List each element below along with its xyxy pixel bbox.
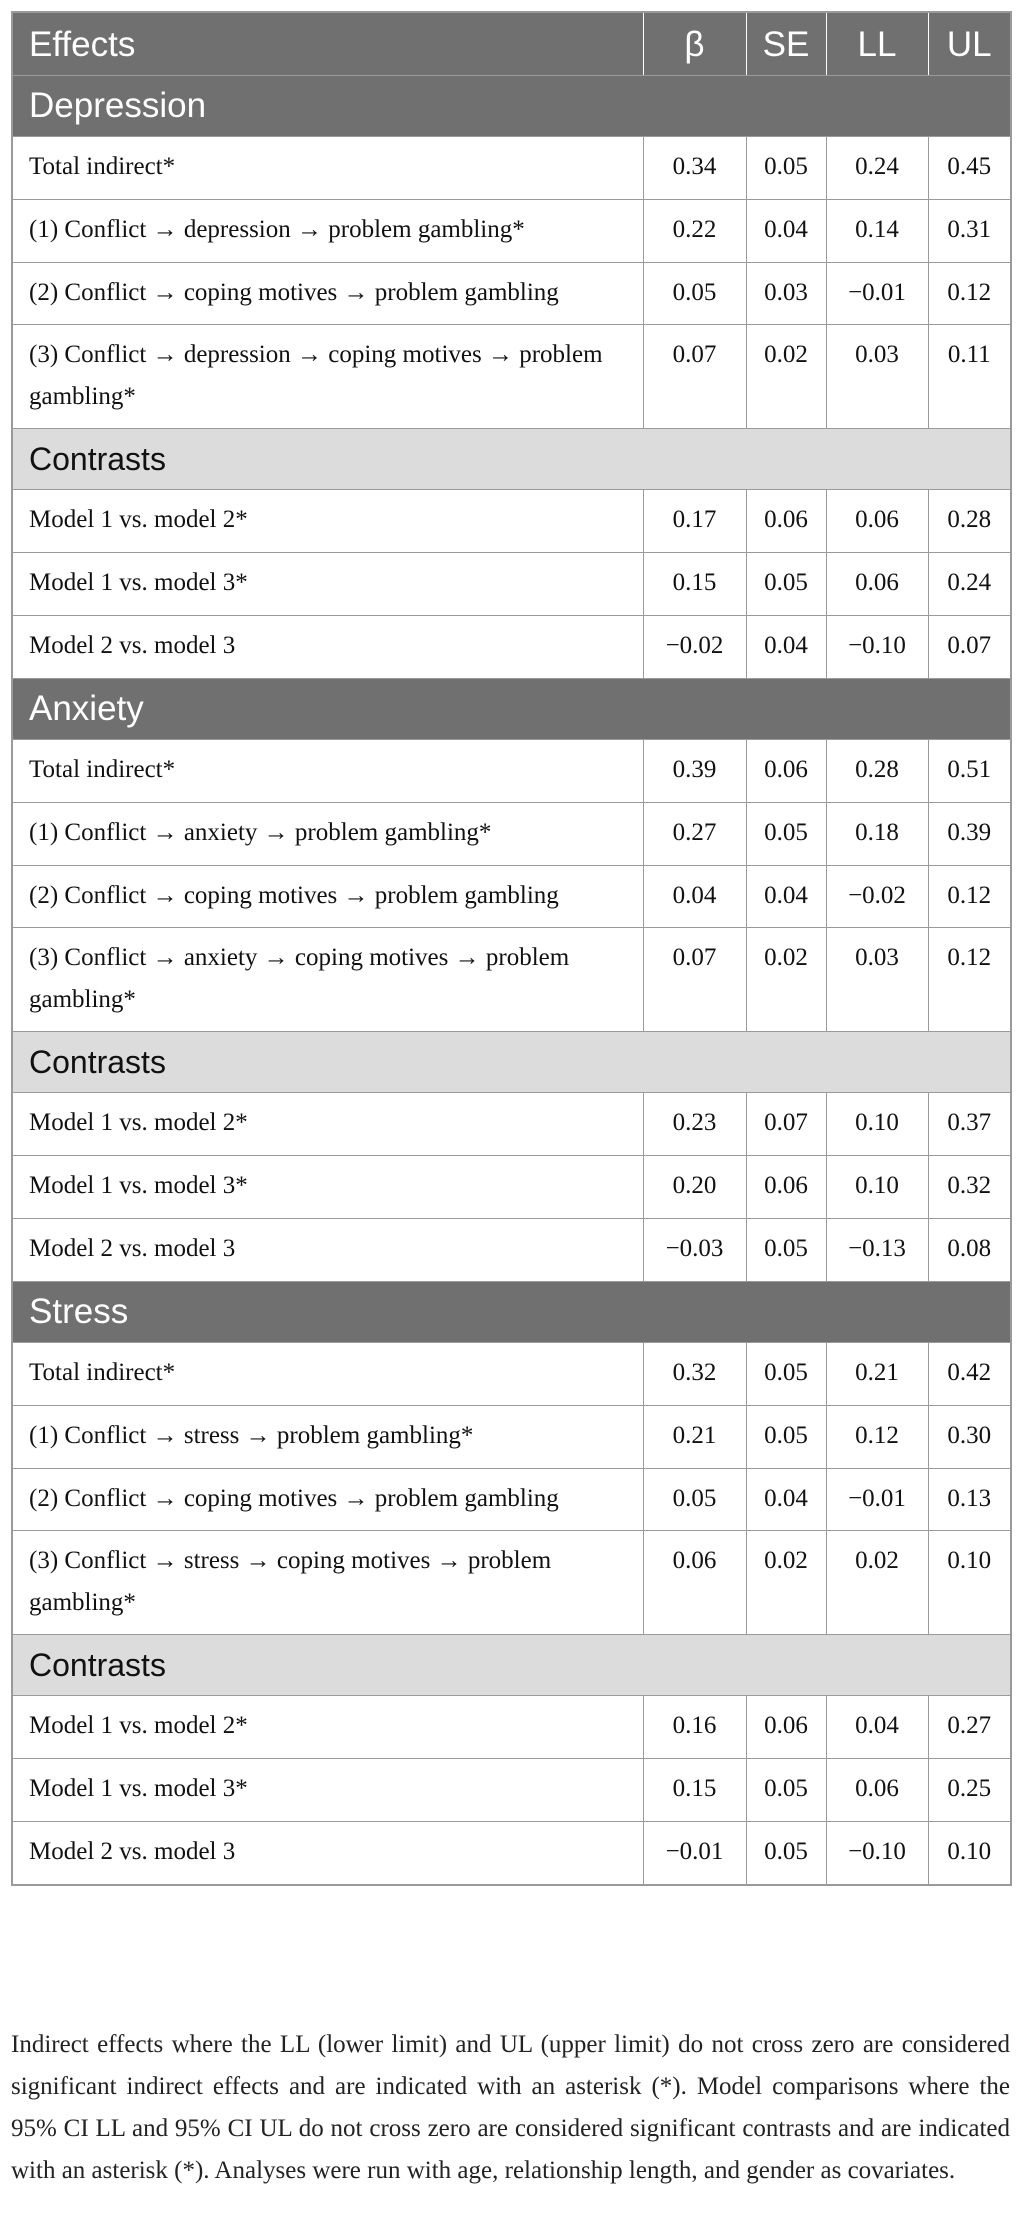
se-cell: 0.04: [746, 200, 826, 263]
se-cell: 0.05: [746, 1406, 826, 1469]
effect-label-cell: Total indirect*: [12, 740, 643, 803]
ul-cell: 0.27: [928, 1696, 1011, 1759]
effect-label-cell: (2) Conflict → coping motives → problem gambling: [12, 1469, 643, 1531]
effect-label-cell: Model 1 vs. model 3*: [12, 1759, 643, 1822]
effect-label-cell: Model 1 vs. model 2*: [12, 490, 643, 553]
table-row: [12, 137, 1011, 200]
header-ul: UL: [928, 12, 1011, 76]
se-cell: 0.04: [746, 1469, 826, 1531]
ul-cell: 0.11: [928, 325, 1011, 429]
table-row: [12, 616, 1011, 679]
se-cell: 0.05: [746, 1759, 826, 1822]
effect-label-cell: Total indirect*: [12, 137, 643, 200]
table-row: [12, 490, 1011, 553]
se-cell: 0.05: [746, 553, 826, 616]
ll-cell: 0.06: [826, 1759, 928, 1822]
beta-cell: 0.05: [643, 1469, 746, 1531]
beta-cell: 0.20: [643, 1156, 746, 1219]
table-row: [12, 1696, 1011, 1759]
table-footnote: Indirect effects where the LL (lower limit) and UL (upper limit) do not cross zero are considered significant indirect effects and are indicated with an asterisk (*). Model comparisons where the 95% CI LL and 95% CI UL do not cross zero are considered significant contrasts and are indicated with an asterisk (*). Analyses were run with age, relationship length, and gender as covariates.: [11, 2031, 1010, 2184]
ll-cell: 0.24: [826, 137, 928, 200]
results-table-container: [11, 11, 1010, 1886]
effect-label-cell: (3) Conflict → anxiety → coping motives → problem gambling*: [12, 928, 643, 1032]
table-row: [12, 866, 1011, 928]
table-row: [12, 553, 1011, 616]
table-row: [12, 740, 1011, 803]
beta-cell: 0.22: [643, 200, 746, 263]
ul-cell: 0.12: [928, 263, 1011, 325]
beta-cell: −0.02: [643, 616, 746, 679]
beta-cell: 0.15: [643, 553, 746, 616]
effect-label-cell: (3) Conflict → stress → coping motives → problem gambling*: [12, 1531, 643, 1635]
ul-cell: 0.39: [928, 803, 1011, 866]
beta-cell: −0.03: [643, 1219, 746, 1282]
section-title: Anxiety: [12, 679, 1011, 740]
table-row: [12, 803, 1011, 866]
ul-cell: 0.32: [928, 1156, 1011, 1219]
ll-cell: −0.10: [826, 1822, 928, 1886]
se-cell: 0.07: [746, 1093, 826, 1156]
table-row: [12, 1156, 1011, 1219]
beta-cell: 0.27: [643, 803, 746, 866]
section-header-row: [12, 1282, 1011, 1343]
beta-cell: 0.32: [643, 1343, 746, 1406]
effect-label-cell: Model 1 vs. model 2*: [12, 1093, 643, 1156]
ll-cell: 0.06: [826, 490, 928, 553]
ll-cell: 0.12: [826, 1406, 928, 1469]
contrasts-title: Contrasts: [12, 1032, 1011, 1093]
ul-cell: 0.28: [928, 490, 1011, 553]
table-row: [12, 1469, 1011, 1531]
se-cell: 0.04: [746, 616, 826, 679]
ll-cell: 0.28: [826, 740, 928, 803]
se-cell: 0.06: [746, 740, 826, 803]
effect-label-cell: Model 1 vs. model 3*: [12, 553, 643, 616]
ll-cell: −0.13: [826, 1219, 928, 1282]
effect-label-cell: Model 1 vs. model 2*: [12, 1696, 643, 1759]
table-row: [12, 1759, 1011, 1822]
table-row: [12, 1822, 1011, 1886]
section-title: Stress: [12, 1282, 1011, 1343]
effect-label-cell: (1) Conflict → anxiety → problem gambling*: [12, 803, 643, 866]
ul-cell: 0.25: [928, 1759, 1011, 1822]
table-row: [12, 928, 1011, 1032]
ll-cell: 0.02: [826, 1531, 928, 1635]
table-row: [12, 200, 1011, 263]
beta-cell: 0.21: [643, 1406, 746, 1469]
ul-cell: 0.12: [928, 928, 1011, 1032]
effect-label-cell: Model 2 vs. model 3: [12, 1822, 643, 1886]
ll-cell: −0.02: [826, 866, 928, 928]
table-row: [12, 1343, 1011, 1406]
ll-cell: −0.01: [826, 263, 928, 325]
beta-cell: 0.06: [643, 1531, 746, 1635]
table-row: [12, 263, 1011, 325]
table-body: [12, 76, 1011, 1886]
beta-cell: 0.05: [643, 263, 746, 325]
contrasts-header-row: [12, 1032, 1011, 1093]
section-header-row: [12, 679, 1011, 740]
se-cell: 0.02: [746, 1531, 826, 1635]
table-row: [12, 325, 1011, 429]
ul-cell: 0.42: [928, 1343, 1011, 1406]
beta-cell: 0.07: [643, 928, 746, 1032]
ll-cell: 0.04: [826, 1696, 928, 1759]
ul-cell: 0.24: [928, 553, 1011, 616]
se-cell: 0.05: [746, 1219, 826, 1282]
se-cell: 0.03: [746, 263, 826, 325]
effect-label-cell: (3) Conflict → depression → coping motives → problem gambling*: [12, 325, 643, 429]
ll-cell: 0.18: [826, 803, 928, 866]
effect-label-cell: Model 2 vs. model 3: [12, 1219, 643, 1282]
header-ll: LL: [826, 12, 928, 76]
contrasts-header-row: [12, 429, 1011, 490]
section-title: Depression: [12, 76, 1011, 137]
se-cell: 0.06: [746, 1696, 826, 1759]
effect-label-cell: (1) Conflict → stress → problem gambling*: [12, 1406, 643, 1469]
beta-cell: 0.39: [643, 740, 746, 803]
se-cell: 0.05: [746, 1343, 826, 1406]
beta-cell: 0.16: [643, 1696, 746, 1759]
beta-cell: 0.04: [643, 866, 746, 928]
ll-cell: 0.14: [826, 200, 928, 263]
effect-label-cell: Model 2 vs. model 3: [12, 616, 643, 679]
se-cell: 0.06: [746, 490, 826, 553]
effect-label-cell: (2) Conflict → coping motives → problem gambling: [12, 263, 643, 325]
ll-cell: −0.10: [826, 616, 928, 679]
ll-cell: 0.10: [826, 1156, 928, 1219]
se-cell: 0.02: [746, 928, 826, 1032]
ul-cell: 0.10: [928, 1531, 1011, 1635]
table-header-row: [12, 12, 1011, 76]
ll-cell: 0.21: [826, 1343, 928, 1406]
ul-cell: 0.51: [928, 740, 1011, 803]
beta-cell: 0.23: [643, 1093, 746, 1156]
se-cell: 0.02: [746, 325, 826, 429]
ll-cell: 0.03: [826, 325, 928, 429]
se-cell: 0.05: [746, 1822, 826, 1886]
effect-label-cell: Model 1 vs. model 3*: [12, 1156, 643, 1219]
se-cell: 0.06: [746, 1156, 826, 1219]
beta-cell: 0.34: [643, 137, 746, 200]
ul-cell: 0.30: [928, 1406, 1011, 1469]
table-row: [12, 1531, 1011, 1635]
beta-cell: 0.15: [643, 1759, 746, 1822]
table-row: [12, 1093, 1011, 1156]
effect-label-cell: (1) Conflict → depression → problem gambling*: [12, 200, 643, 263]
ul-cell: 0.45: [928, 137, 1011, 200]
effect-label-cell: (2) Conflict → coping motives → problem gambling: [12, 866, 643, 928]
ul-cell: 0.12: [928, 866, 1011, 928]
ul-cell: 0.08: [928, 1219, 1011, 1282]
indirect-effects-table: [11, 11, 1012, 1886]
beta-cell: 0.17: [643, 490, 746, 553]
ll-cell: 0.06: [826, 553, 928, 616]
header-se: SE: [746, 12, 826, 76]
contrasts-header-row: [12, 1635, 1011, 1696]
effect-label-cell: Total indirect*: [12, 1343, 643, 1406]
header-effects: Effects: [12, 12, 643, 76]
ll-cell: 0.10: [826, 1093, 928, 1156]
ul-cell: 0.10: [928, 1822, 1011, 1886]
ul-cell: 0.13: [928, 1469, 1011, 1531]
se-cell: 0.04: [746, 866, 826, 928]
ll-cell: 0.03: [826, 928, 928, 1032]
se-cell: 0.05: [746, 803, 826, 866]
table-row: [12, 1406, 1011, 1469]
contrasts-title: Contrasts: [12, 429, 1011, 490]
ul-cell: 0.37: [928, 1093, 1011, 1156]
contrasts-title: Contrasts: [12, 1635, 1011, 1696]
section-header-row: [12, 76, 1011, 137]
beta-cell: 0.07: [643, 325, 746, 429]
table-row: [12, 1219, 1011, 1282]
ul-cell: 0.31: [928, 200, 1011, 263]
header-beta: β: [643, 12, 746, 76]
se-cell: 0.05: [746, 137, 826, 200]
ll-cell: −0.01: [826, 1469, 928, 1531]
beta-cell: −0.01: [643, 1822, 746, 1886]
ul-cell: 0.07: [928, 616, 1011, 679]
